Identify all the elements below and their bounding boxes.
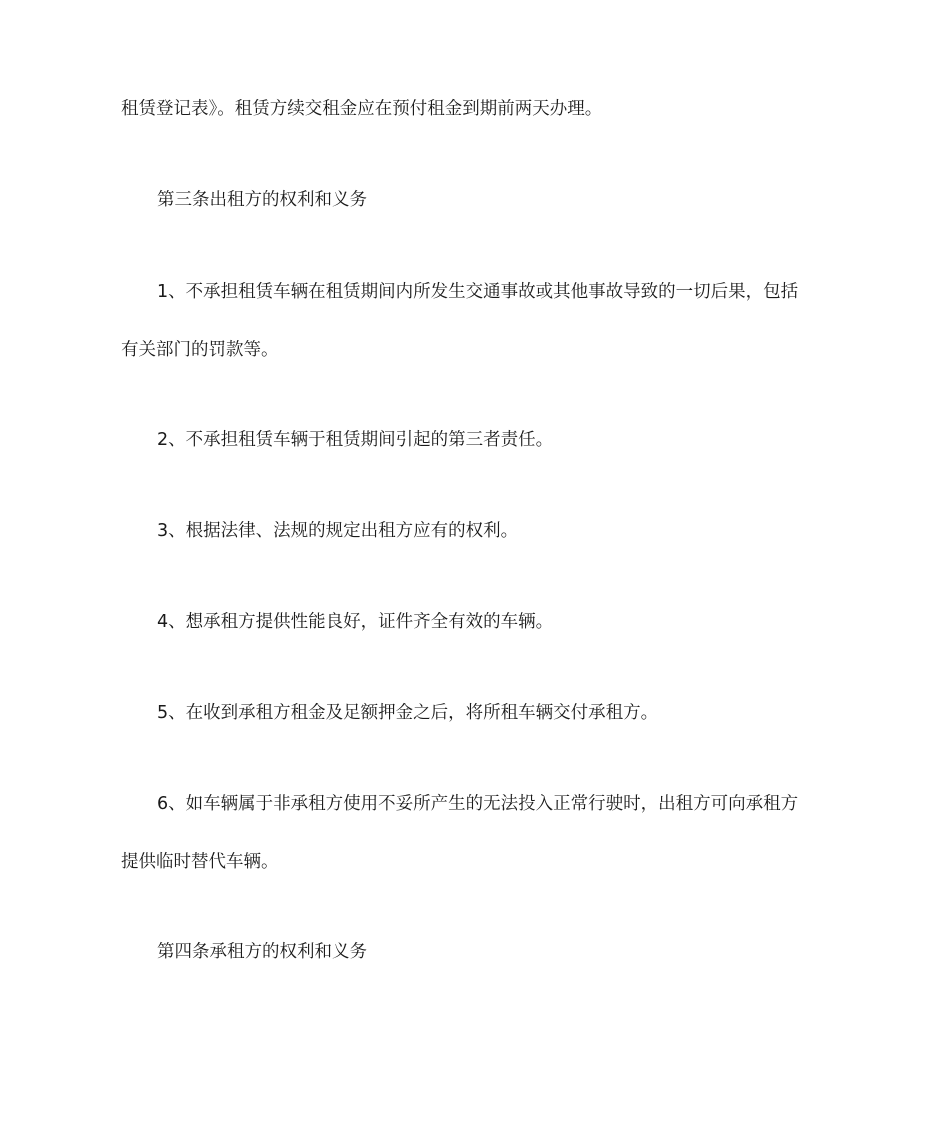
- clause-3-6-line-1: 6、如车辆属于非承租方使用不妥所产生的无法投入正常行驶时，出租方可向承租方: [157, 794, 799, 814]
- clause-3-5: 5、在收到承租方租金及足额押金之后，将所租车辆交付承租方。: [157, 703, 659, 723]
- clause-3-6-line-2: 提供临时替代车辆。: [121, 852, 279, 872]
- article-4-heading: 第四条承租方的权利和义务: [157, 942, 367, 962]
- clause-3-1-line-1: 1、不承担租赁车辆在租赁期间内所发生交通事故或其他事故导致的一切后果，包括: [157, 282, 799, 302]
- clause-3-1-line-2: 有关部门的罚款等。: [121, 340, 279, 360]
- paragraph-continuation: 租赁登记表》。租赁方续交租金应在预付租金到期前两天办理。: [121, 99, 603, 119]
- clause-3-2: 2、不承担租赁车辆于租赁期间引起的第三者责任。: [157, 430, 554, 450]
- article-3-heading: 第三条出租方的权利和义务: [157, 190, 367, 210]
- clause-3-4: 4、想承租方提供性能良好，证件齐全有效的车辆。: [157, 612, 554, 632]
- clause-3-3: 3、根据法律、法规的规定出租方应有的权利。: [157, 521, 519, 541]
